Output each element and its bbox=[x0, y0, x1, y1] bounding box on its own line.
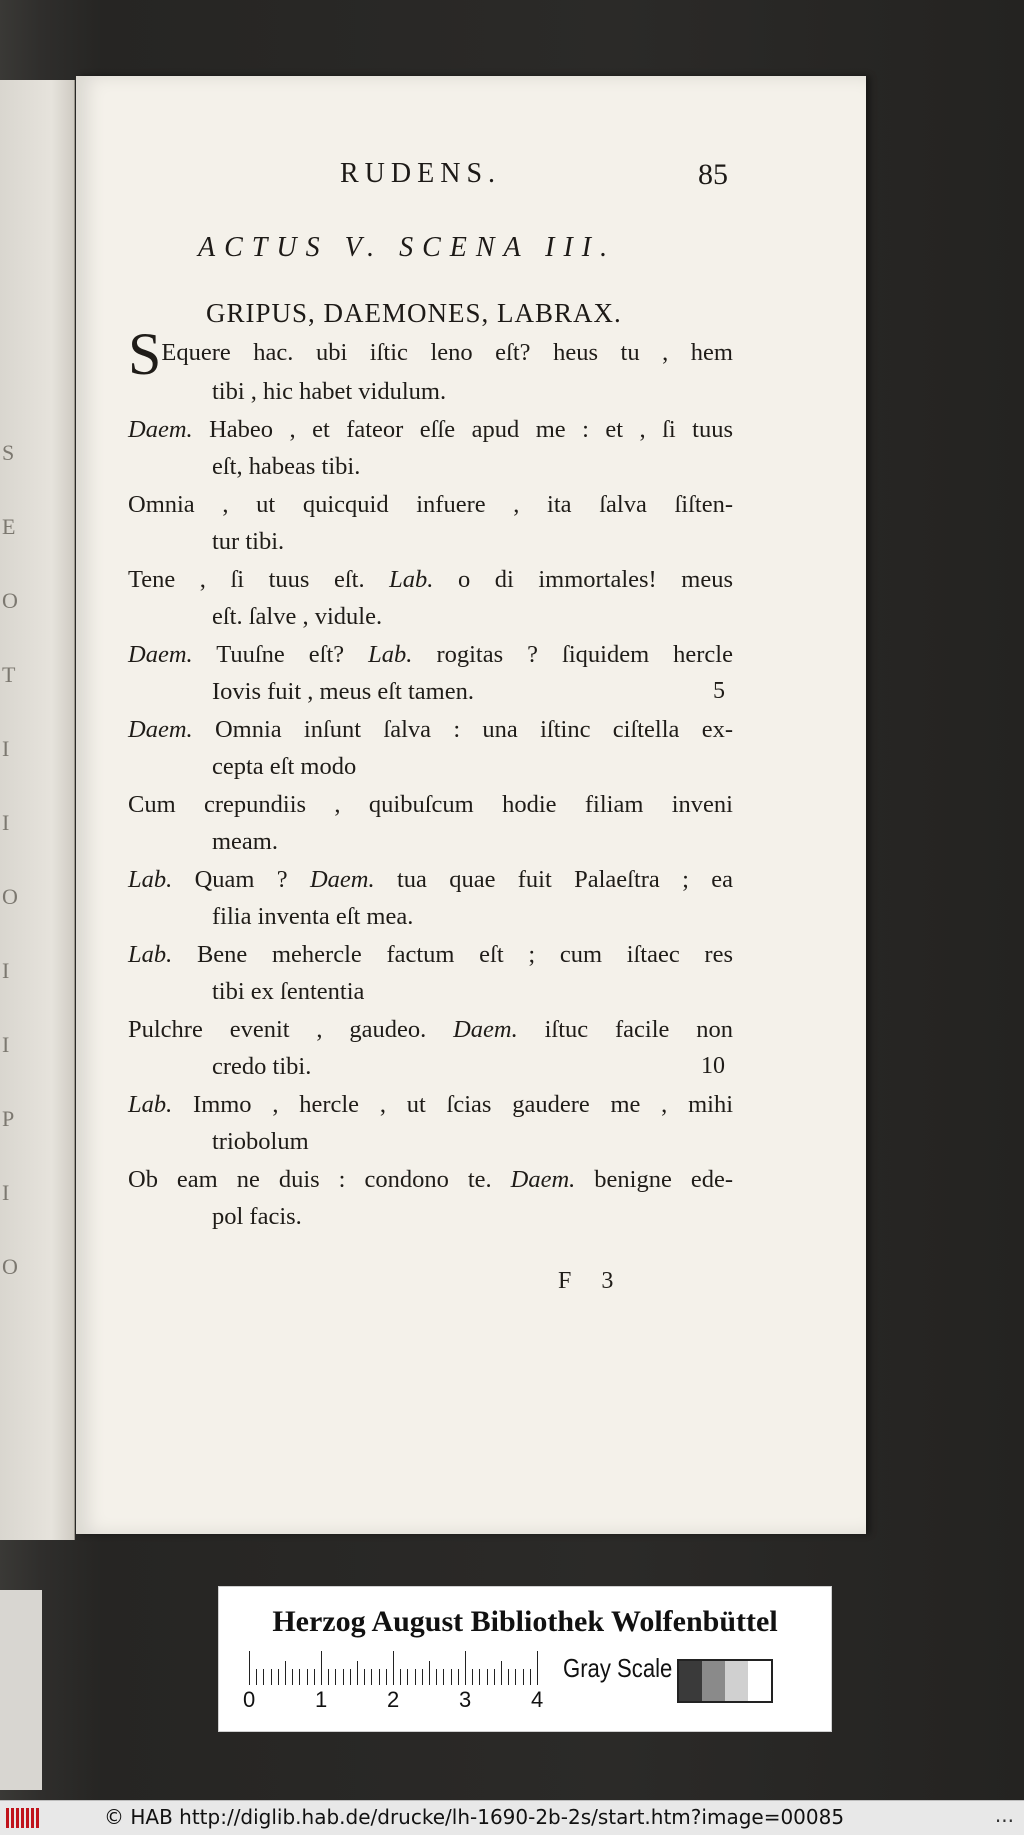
color-calibration-bar bbox=[218, 1586, 832, 1732]
line-text: Habeo , et fateor eſſe apud me : et , ſi tuus bbox=[192, 415, 733, 443]
ruler-tick bbox=[343, 1669, 344, 1685]
ruler-tick bbox=[256, 1669, 257, 1685]
ruler-label: 3 bbox=[459, 1687, 472, 1712]
ruler-tick bbox=[263, 1669, 264, 1685]
ghost-letter: E bbox=[2, 514, 16, 539]
gray-swatch bbox=[679, 1661, 702, 1701]
line-text: Bene mehercle factum eſt ; cum iſtaec res bbox=[172, 940, 733, 968]
line-text: Ob eam ne duis : condono te. bbox=[128, 1165, 492, 1193]
text-line bbox=[128, 1011, 733, 1049]
page-number: 85 bbox=[698, 158, 728, 191]
speaker-label: Daem. bbox=[128, 640, 193, 668]
ghost-letter: S bbox=[2, 440, 15, 465]
line-text: credo tibi. bbox=[212, 1053, 312, 1080]
ruler-tick bbox=[472, 1669, 473, 1685]
ruler-tick bbox=[335, 1669, 336, 1685]
ruler-tick bbox=[350, 1669, 351, 1685]
line-text: rogitas ? ſiquidem hercle bbox=[412, 640, 733, 668]
text-line bbox=[128, 1198, 733, 1236]
dramatis-personae: GRIPUS, DAEMONES, LABRAX. bbox=[206, 298, 622, 328]
spine-label-strip bbox=[0, 1590, 42, 1790]
line-text: triobolum bbox=[212, 1128, 309, 1155]
text-line bbox=[128, 411, 733, 449]
line-text: o di immortales! meus bbox=[433, 565, 733, 593]
ruler-tick bbox=[371, 1669, 372, 1685]
speaker-label: Lab. bbox=[128, 865, 173, 893]
ghost-letter: O bbox=[2, 1254, 18, 1279]
gray-swatch bbox=[702, 1661, 725, 1701]
text-line bbox=[128, 523, 733, 561]
line-text: cepta eſt modo bbox=[212, 753, 357, 780]
text-line bbox=[128, 786, 733, 824]
source-url[interactable]: © HAB http://diglib.hab.de/drucke/lh-1690-2b-2s/start.htm?image=00085 bbox=[104, 1805, 845, 1829]
ruler-tick bbox=[508, 1669, 509, 1685]
ruler-label: 1 bbox=[315, 1687, 328, 1712]
ruler-tick bbox=[285, 1661, 286, 1685]
ruler-tick bbox=[271, 1669, 272, 1685]
ruler-tick bbox=[422, 1669, 423, 1685]
ruler-label: 4 bbox=[531, 1687, 544, 1712]
speaker-label: Daem. bbox=[426, 1015, 518, 1043]
previous-page-edge bbox=[0, 80, 75, 1540]
ghost-letter: I bbox=[2, 1180, 10, 1205]
gray-scale-swatches bbox=[677, 1659, 773, 1703]
ruler-tick bbox=[465, 1651, 466, 1685]
footer-bar bbox=[0, 1800, 1024, 1835]
library-name: Herzog August Bibliothek Wolfenbüttel bbox=[272, 1605, 778, 1638]
speaker-label: Lab. bbox=[344, 640, 413, 668]
ghost-letter: O bbox=[2, 884, 18, 909]
line-text: Tene , ſi tuus eſt. bbox=[128, 565, 365, 593]
ruler-tick bbox=[393, 1651, 394, 1685]
text-line bbox=[128, 973, 733, 1011]
ruler-tick bbox=[407, 1669, 408, 1685]
line-text: pol facis. bbox=[212, 1203, 302, 1230]
ruler-tick bbox=[515, 1669, 516, 1685]
line-text: tua quae fuit Palaeſtra ; ea bbox=[374, 865, 734, 893]
line-text: Iovis fuit , meus eſt tamen. bbox=[212, 678, 474, 705]
line-text: tur tibi. bbox=[212, 528, 285, 555]
ruler-tick bbox=[307, 1669, 308, 1685]
line-text: Cum crepundiis , quibuſcum hodie filiam inveni bbox=[128, 790, 733, 818]
ghost-letter: I bbox=[2, 1032, 10, 1057]
text-line bbox=[128, 561, 733, 599]
ghost-letter: I bbox=[2, 810, 10, 835]
text-line bbox=[128, 748, 733, 786]
ruler-tick bbox=[249, 1651, 250, 1685]
text-line bbox=[128, 711, 733, 749]
ruler-label: 2 bbox=[387, 1687, 400, 1712]
line-text: Quam ? bbox=[172, 865, 288, 893]
text-line bbox=[128, 598, 733, 636]
ruler-tick bbox=[364, 1669, 365, 1685]
ruler-tick bbox=[451, 1669, 452, 1685]
line-text: Immo , hercle , ut ſcias gaudere me , mihi bbox=[172, 1090, 733, 1118]
ghost-letter: T bbox=[2, 662, 16, 687]
text-line bbox=[128, 1123, 733, 1161]
ruler-tick bbox=[321, 1651, 322, 1685]
line-text: iſtuc facile non bbox=[517, 1015, 734, 1043]
ruler-tick bbox=[299, 1669, 300, 1685]
scene-title: ACTUS V. SCENA III. bbox=[198, 232, 617, 263]
drop-cap: S bbox=[128, 321, 162, 387]
text-line bbox=[128, 936, 733, 974]
ruler-tick bbox=[436, 1669, 437, 1685]
line-text: meam. bbox=[212, 828, 278, 855]
ruler-label: 0 bbox=[243, 1687, 256, 1712]
ruler-tick bbox=[530, 1669, 531, 1685]
ruler-tick bbox=[501, 1661, 502, 1685]
gray-swatch bbox=[748, 1661, 771, 1701]
running-head: RUDENS. bbox=[340, 158, 502, 189]
more-icon[interactable]: ... bbox=[994, 1803, 1014, 1827]
ruler-tick bbox=[487, 1669, 488, 1685]
ruler-tick bbox=[494, 1669, 495, 1685]
text-line bbox=[128, 861, 733, 899]
play-text bbox=[128, 321, 734, 1236]
ruler-tick bbox=[429, 1661, 430, 1685]
text-line bbox=[128, 1086, 733, 1124]
text-line bbox=[128, 636, 733, 674]
line-text: eſt, habeas tibi. bbox=[212, 453, 361, 480]
speaker-label: Lab. bbox=[364, 565, 434, 593]
text-line bbox=[128, 448, 733, 486]
ruler-tick bbox=[278, 1669, 279, 1685]
text-line bbox=[128, 1161, 733, 1199]
hab-logo-icon bbox=[6, 1808, 46, 1828]
line-text: eſt. ſalve , vidule. bbox=[212, 603, 383, 630]
ruler-tick bbox=[314, 1669, 315, 1685]
line-text: tibi ex ſententia bbox=[212, 978, 365, 1005]
ruler-tick bbox=[400, 1669, 401, 1685]
ruler-tick bbox=[537, 1651, 538, 1685]
ruler-tick bbox=[443, 1669, 444, 1685]
speaker-label: Daem. bbox=[128, 715, 193, 743]
ruler-tick bbox=[357, 1661, 358, 1685]
line-text: Omnia , ut quicquid infuere , ita ſalva ſiſten- bbox=[128, 490, 733, 518]
line-text: Omnia inſunt ſalva : una iſtinc ciſtella ex- bbox=[192, 715, 733, 743]
ruler-tick bbox=[292, 1669, 293, 1685]
line-text: filia inventa eſt mea. bbox=[212, 903, 414, 930]
line-text: benigne ede- bbox=[575, 1165, 734, 1193]
line-text: tibi , hic habet vidulum. bbox=[212, 378, 447, 405]
gray-swatch bbox=[725, 1661, 748, 1701]
gray-scale-label: Gray Scale bbox=[563, 1653, 673, 1683]
text-line bbox=[128, 673, 733, 711]
ruler-tick bbox=[386, 1669, 387, 1685]
ruler-tick bbox=[415, 1669, 416, 1685]
text-line bbox=[128, 373, 733, 411]
ruler-tick bbox=[379, 1669, 380, 1685]
speaker-label: Daem. bbox=[491, 1165, 576, 1193]
verse-number: 10 bbox=[701, 1053, 725, 1079]
ruler-tick bbox=[458, 1669, 459, 1685]
line-text: Tuuſne eſt? bbox=[192, 640, 345, 668]
ghost-letter: O bbox=[2, 588, 18, 613]
text-line bbox=[128, 1048, 733, 1086]
line-text: Equere hac. ubi iſtic leno eſt? heus tu , hem bbox=[161, 339, 733, 366]
verse-number: 5 bbox=[713, 678, 725, 704]
line-text: Pulchre evenit , gaudeo. bbox=[128, 1015, 427, 1043]
ghost-letter: P bbox=[2, 1106, 15, 1131]
printer-signature: F 3 bbox=[558, 1268, 626, 1294]
speaker-label: Daem. bbox=[128, 415, 193, 443]
speaker-label: Lab. bbox=[128, 1090, 173, 1118]
ruler-scale bbox=[249, 1651, 539, 1685]
ruler-tick bbox=[523, 1669, 524, 1685]
text-line bbox=[128, 823, 733, 861]
text-line bbox=[128, 321, 733, 387]
text-line bbox=[128, 898, 733, 936]
speaker-label: Lab. bbox=[128, 940, 173, 968]
ruler-tick bbox=[479, 1669, 480, 1685]
text-line bbox=[128, 486, 733, 524]
ghost-letter: I bbox=[2, 736, 10, 761]
ghost-letter: I bbox=[2, 958, 10, 983]
speaker-label: Daem. bbox=[287, 865, 375, 893]
ruler-tick bbox=[328, 1669, 329, 1685]
